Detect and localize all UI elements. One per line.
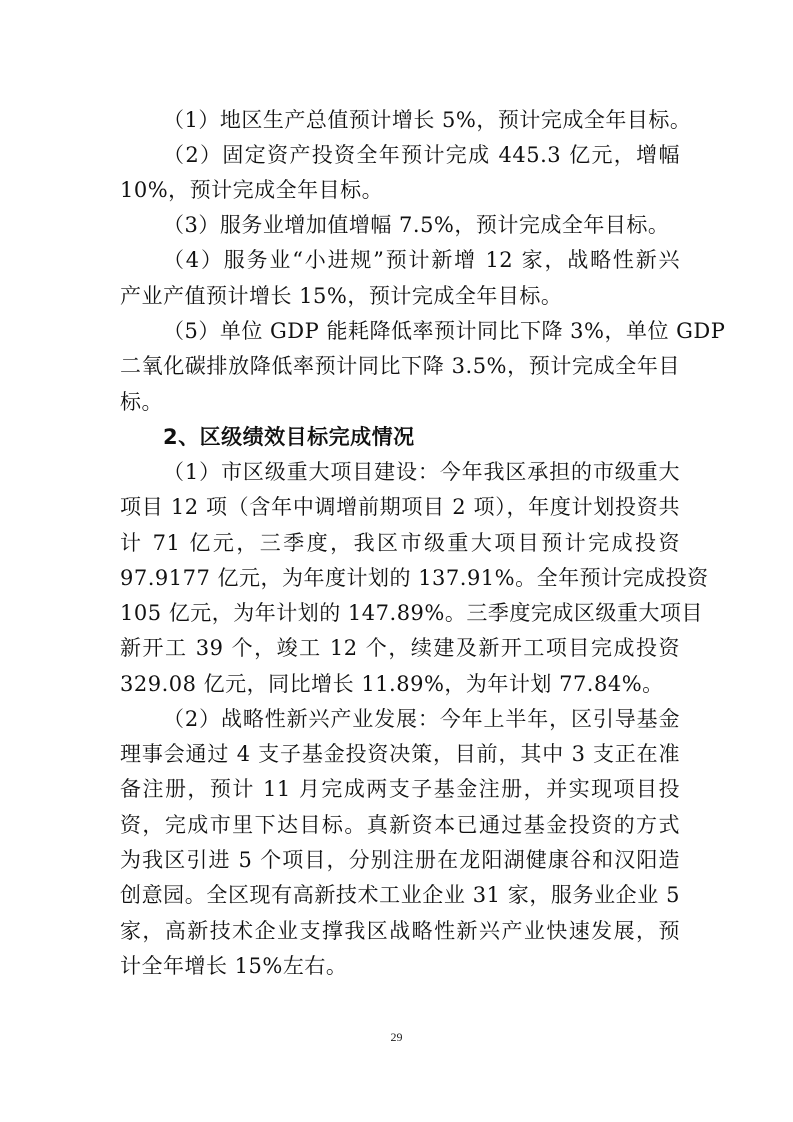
paragraph-line: （2）固定资产投资全年预计完成 445.3 亿元，增幅 xyxy=(163,143,680,167)
section-heading: 2、区级绩效目标完成情况 xyxy=(163,425,415,449)
paragraph-line: 计全年增长 15%左右。 xyxy=(120,954,348,978)
paragraph-line: 329.08 亿元，同比增长 11.89%，为年计划 77.84%。 xyxy=(120,672,664,696)
paragraph-line: （5）单位 GDP 能耗降低率预计同比下降 3%，单位 GDP xyxy=(163,319,726,343)
paragraph-line: 资，完成市里下达目标。真新资本已通过基金投资的方式 xyxy=(120,813,680,837)
paragraph-line: （1）市区级重大项目建设：今年我区承担的市级重大 xyxy=(163,460,680,484)
paragraph-line: （2）战略性新兴产业发展：今年上半年，区引导基金 xyxy=(163,707,680,731)
paragraph-line: （1）地区生产总值预计增长 5%，预计完成全年目标。 xyxy=(163,108,692,132)
paragraph-line: 新开工 39 个，竣工 12 个，续建及新开工项目完成投资 xyxy=(120,636,680,660)
page-number: 29 xyxy=(390,1030,403,1044)
paragraph-line: 为我区引进 5 个项目，分别注册在龙阳湖健康谷和汉阳造 xyxy=(120,848,680,872)
paragraph-line: 备注册，预计 11 月完成两支子基金注册，并实现项目投 xyxy=(120,777,680,801)
paragraph-line: 105 亿元，为年计划的 147.89%。三季度完成区级重大项目 xyxy=(120,601,703,625)
paragraph-line: 理事会通过 4 支子基金投资决策，目前，其中 3 支正在准 xyxy=(120,742,680,766)
paragraph-line: （4）服务业“小进规”预计新增 12 家，战略性新兴 xyxy=(163,248,680,272)
paragraph-line: 二氧化碳排放降低率预计同比下降 3.5%，预计完成全年目 xyxy=(120,354,680,378)
paragraph-line: 计 71 亿元，三季度，我区市级重大项目预计完成投资 xyxy=(120,531,680,555)
paragraph-line: 家，高新技术企业支撑我区战略性新兴产业快速发展，预 xyxy=(120,919,680,943)
paragraph-line: 标。 xyxy=(120,390,163,414)
paragraph-line: 项目 12 项（含年中调增前期项目 2 项），年度计划投资共 xyxy=(120,495,680,519)
paragraph-line: 10%，预计完成全年目标。 xyxy=(120,178,384,202)
paragraph-line: 创意园。全区现有高新技术工业企业 31 家，服务业企业 5 xyxy=(120,883,680,907)
paragraph-line: 97.9177 亿元，为年度计划的 137.91%。全年预计完成投资 xyxy=(120,566,709,590)
paragraph-line: （3）服务业增加值增幅 7.5%，预计完成全年目标。 xyxy=(163,213,670,237)
paragraph-line: 产业产值预计增长 15%，预计完成全年目标。 xyxy=(120,284,563,308)
